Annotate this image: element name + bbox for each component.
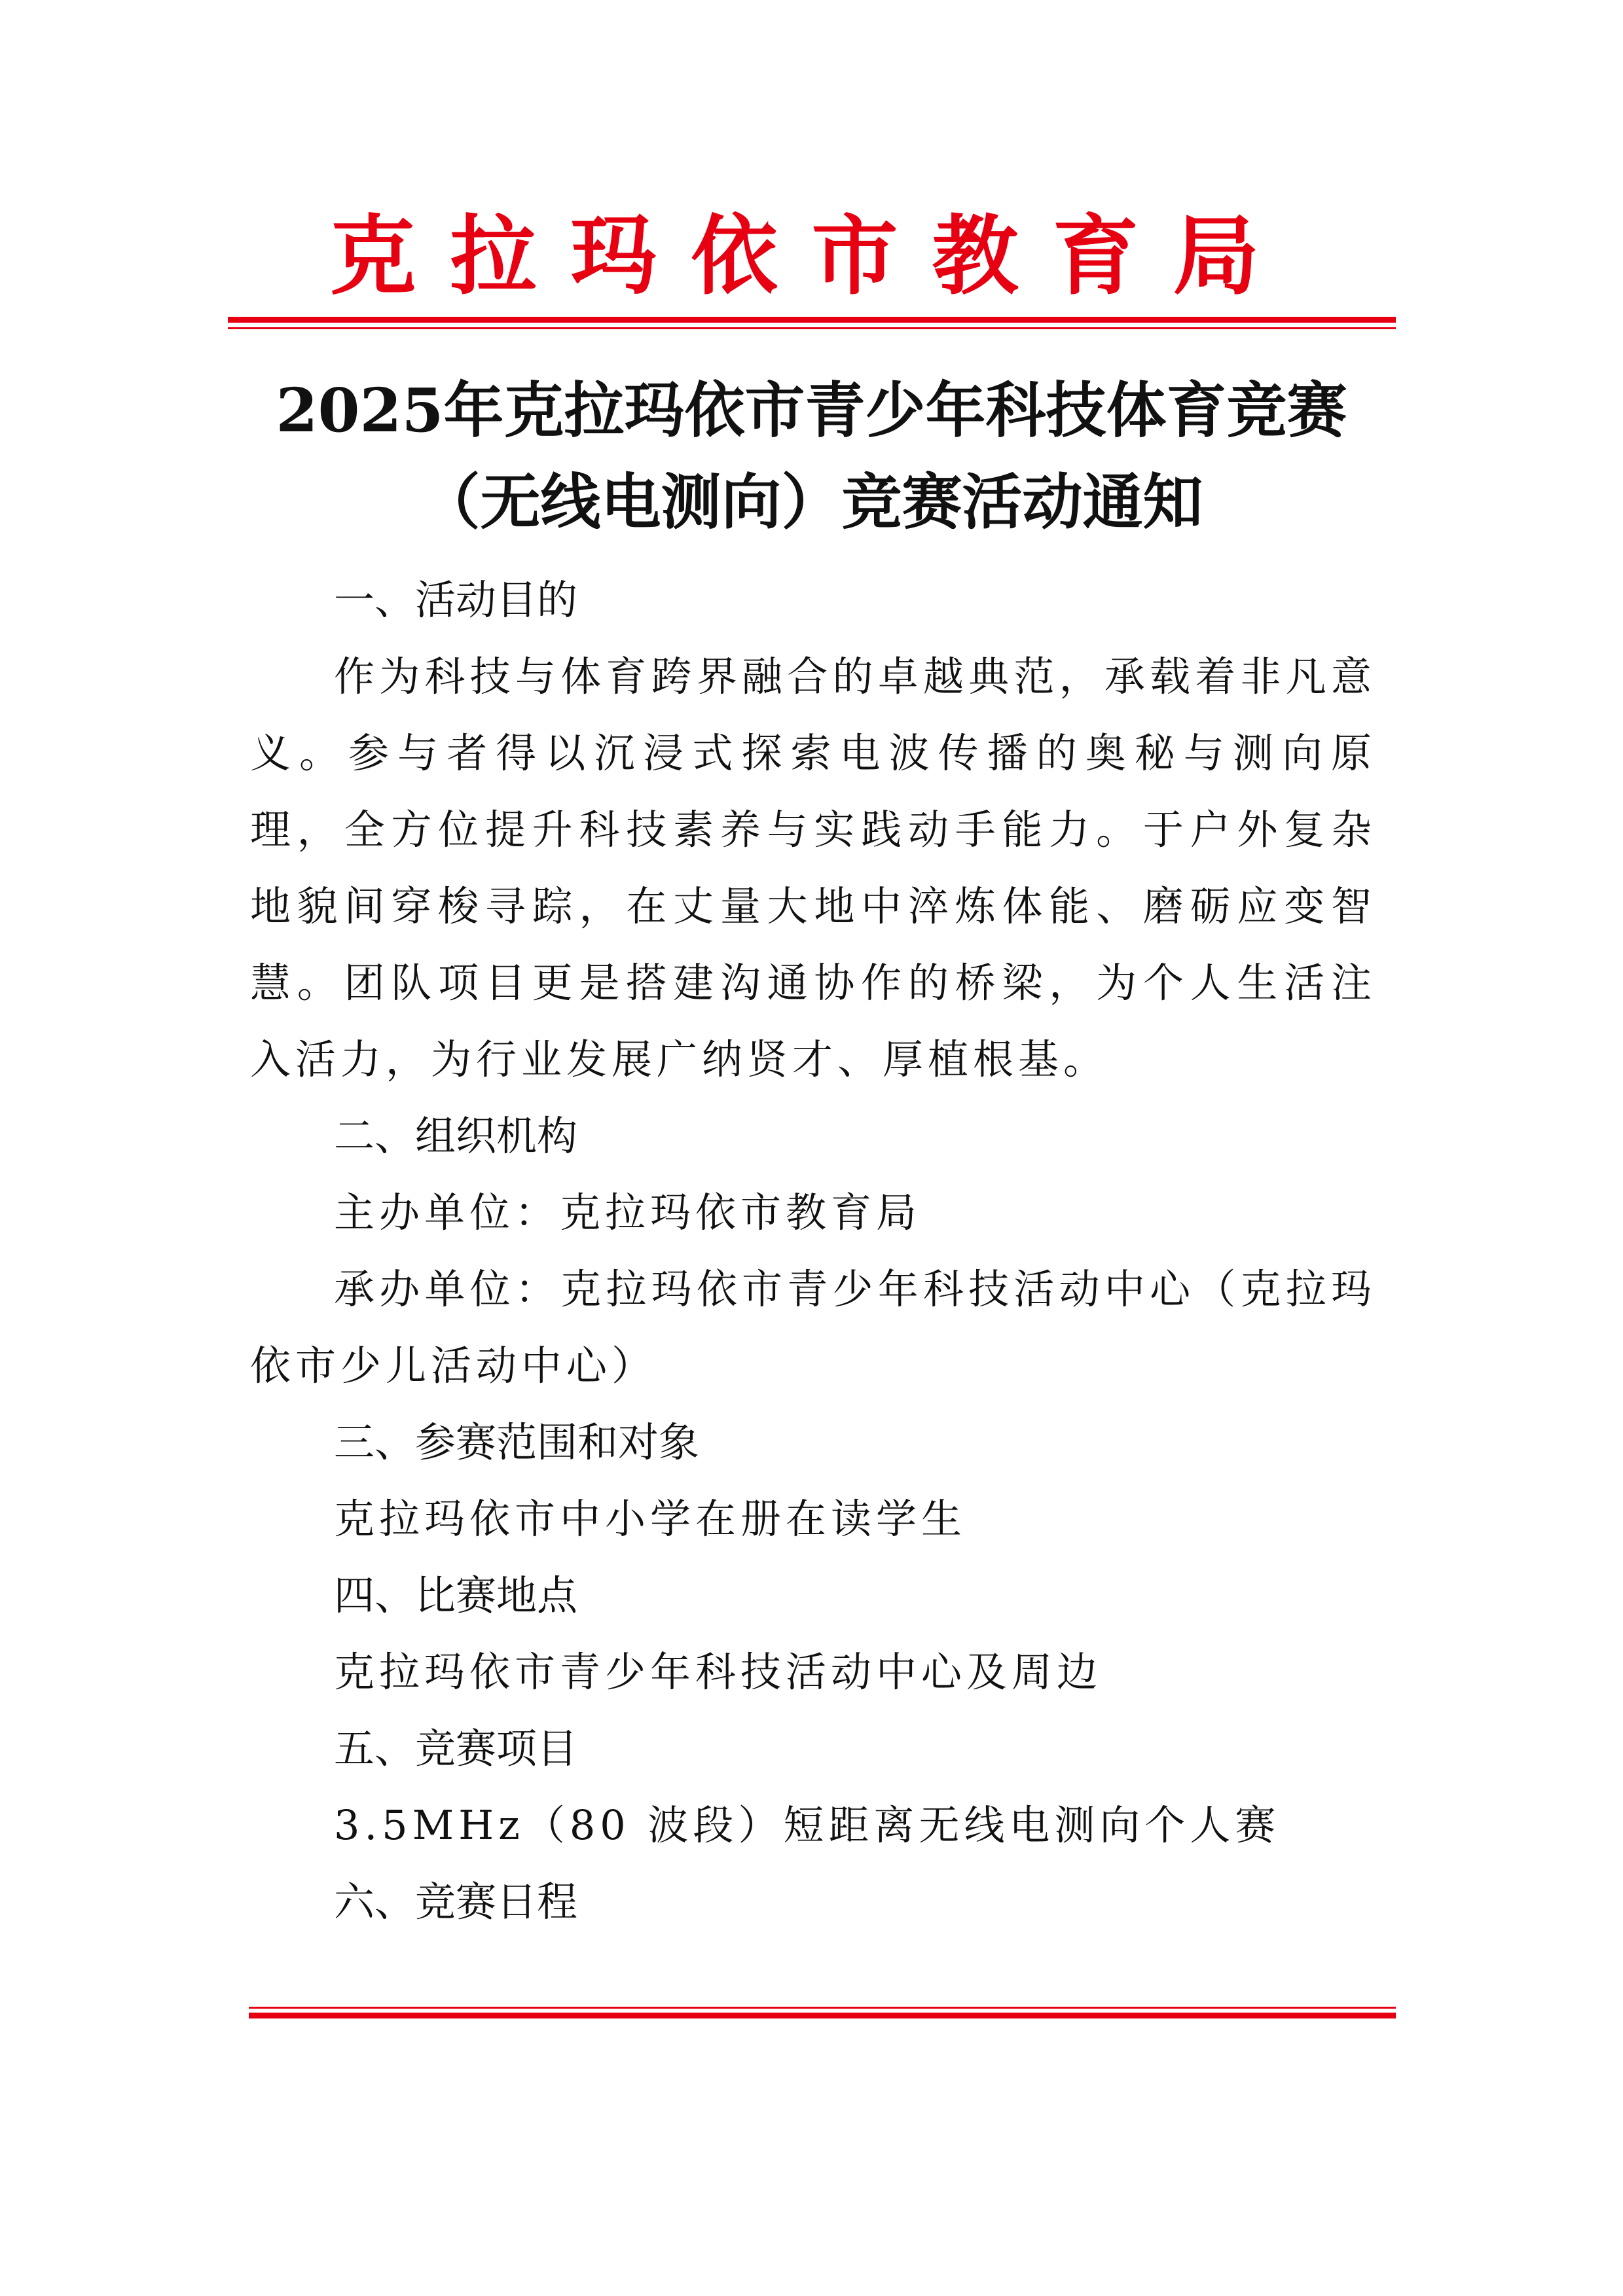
- issuer-masthead: 克拉玛依市教育局: [329, 206, 1294, 307]
- venue-text: 克拉玛依市青少年科技活动中心及周边: [334, 1648, 1103, 1696]
- footer-divider-thick: [249, 2013, 1396, 2018]
- header-divider-thin: [228, 327, 1396, 329]
- document-body: [250, 562, 1376, 1940]
- footer-divider-thin: [249, 2007, 1396, 2009]
- organizer-unit: 承办单位：克拉玛依市青少年科技活动中心（克拉玛依市少儿活动中心）: [250, 1265, 1376, 1390]
- section-paragraph-purpose: 作为科技与体育跨界融合的卓越典范，承载着非凡意义。参与者得以沉浸式探索电波传播的奥秘与测向原理，全方位提升科技素养与实践动手能力。于户外复杂地貌间穿梭寻踪，在丈量大地中淬炼体能、磨砺应变智慧。团队项目更是搭建沟通协作的桥梁，为个人生活注入活力，为行业发展广纳贤才、厚植根基。: [250, 653, 1376, 1083]
- participants-text: 克拉玛依市中小学在册在读学生: [334, 1495, 967, 1543]
- document-title-line-1: 2025年克拉玛依市青少年科技体育竞赛: [276, 375, 1347, 446]
- event-text: 3.5MHz（80 波段）短距离无线电测向个人赛: [334, 1801, 1281, 1849]
- section-heading-organization: 二、组织机构: [334, 1112, 578, 1160]
- host-unit: 主办单位：克拉玛依市教育局: [334, 1189, 922, 1236]
- section-heading-participants: 三、参赛范围和对象: [334, 1418, 700, 1466]
- section-heading-schedule: 六、竞赛日程: [334, 1878, 578, 1926]
- section-heading-purpose: 一、活动目的: [334, 576, 578, 624]
- document-title-line-2: （无线电测向）竞赛活动通知: [420, 467, 1203, 537]
- section-heading-event: 五、竞赛项目: [334, 1725, 578, 1772]
- header-divider-thick: [228, 317, 1396, 323]
- section-heading-venue: 四、比赛地点: [334, 1571, 578, 1619]
